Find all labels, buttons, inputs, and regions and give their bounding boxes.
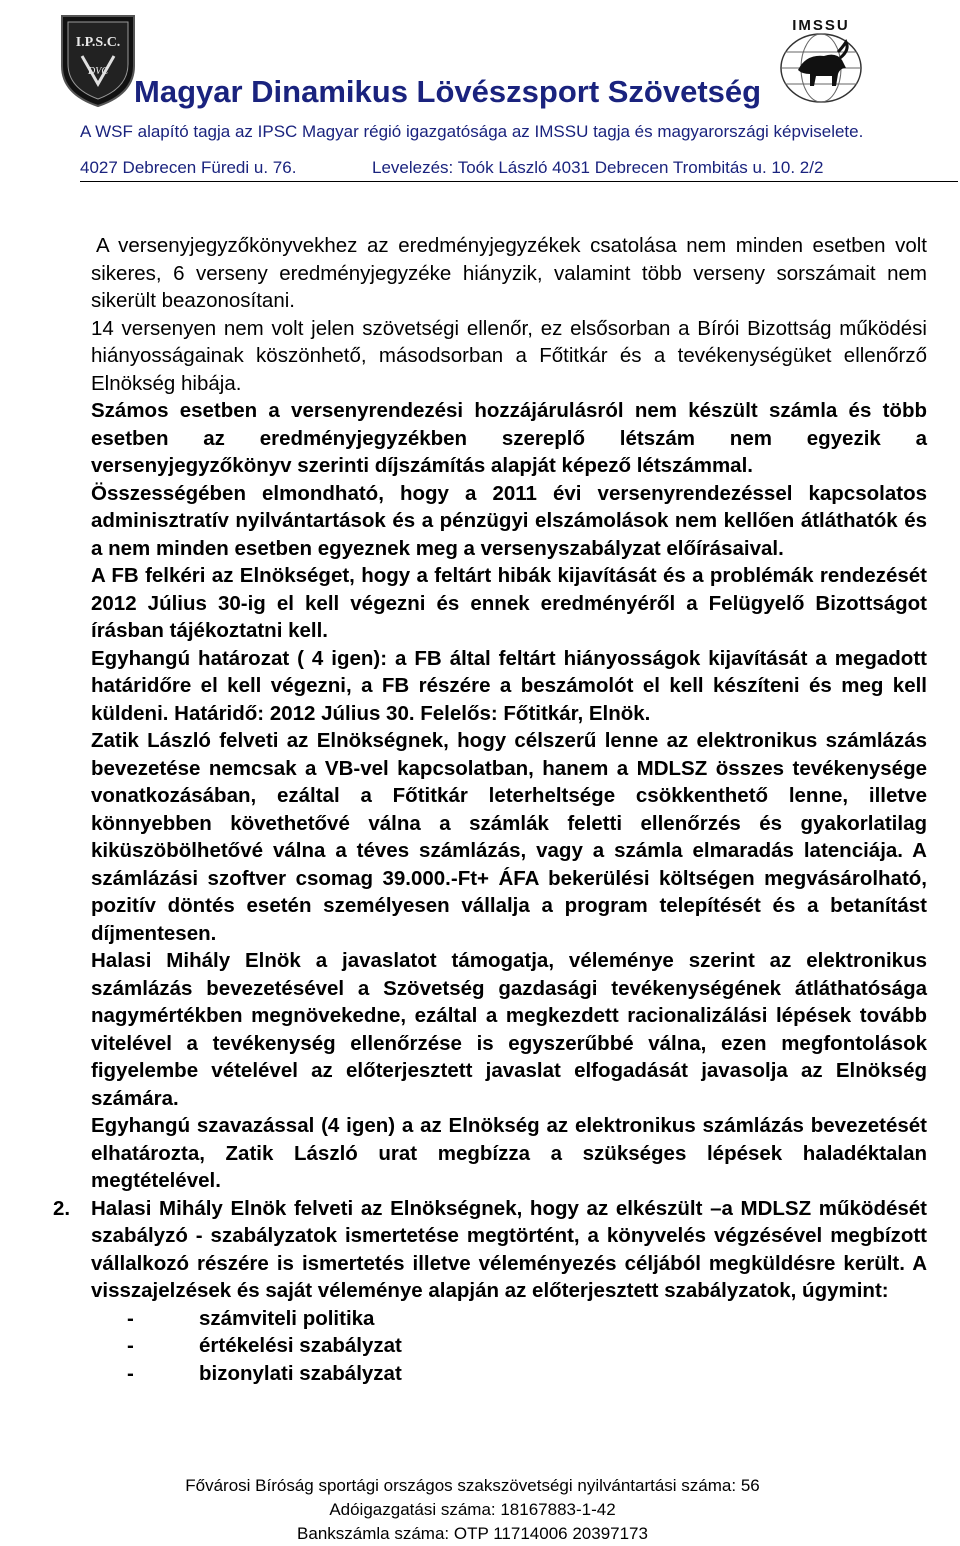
numbered-item-2 (53, 1195, 927, 1305)
list-item-label: értékelési szabályzat (199, 1334, 402, 1357)
paragraph: 14 versenyen nem volt jelen szövetségi ellenőr, ez elsősorban a Bírói Bizottság működési hiányosságainak köszönhető, másodsorban a Főtitkár és a tevékenységüket ellenőrző Elnökség hibája. (91, 316, 927, 395)
svg-text:I.P.S.C.: I.P.S.C. (75, 35, 121, 50)
paragraph: Egyhangú szavazással (4 igen) a az Elnökség az elektronikus számlázás bevezetését elhatározta, Zatik László urat megbízza a szükséges lépések haladéktalan megtételével. (91, 1114, 927, 1192)
paragraph: A versenyjegyzőkönyvekhez az eredményjegyzékek csatolása nem minden esetben volt sikeres, 6 verseny eredményjegyzéke hiányzik, valamint több verseny sorszámait nem sikerült beazonosítani. (91, 234, 927, 312)
list-dash: - (127, 1306, 134, 1330)
organization-name: Magyar Dinamikus Lövészsport Szövetség (134, 74, 762, 109)
list-dash: - (127, 1361, 134, 1385)
svg-text:IMSSU: IMSSU (792, 17, 850, 34)
paragraph: Halasi Mihály Elnök felveti az Elnökségnek, hogy az elkészült –a MDLSZ működését szabályzó - szabályzatok ismertetése megtörtént, a könyvelés végzésével megbízott vállalkozó részére is ismertetés illetve véleményezés céljából megküldésre került. A visszajelzések és saját véleménye alapján az előterjesztett szabályzatok, úgymint: (91, 1196, 927, 1302)
document-body (53, 232, 927, 1387)
organization-subtitle: A WSF alapító tagja az IPSC Magyar régió igazgatósága az IMSSU tagja és magyarországi képviselete. (80, 122, 864, 141)
correspondence-address: Levelezés: Toók László 4031 Debrecen Trombitás u. 10. 2/2 (372, 158, 824, 177)
footer-bank-account: Bankszámla száma: OTP 11714006 20397173 (297, 1524, 648, 1543)
regulation-list (91, 1305, 927, 1388)
paragraph: Összességében elmondható, hogy a 2011 évi versenyrendezéssel kapcsolatos adminisztratív nyilvántartások és a pénzügyi elszámolások nem kellően átláthatók és a nem minden esetben egyeznek meg a versenyszabályzat előírásaival. (91, 481, 927, 560)
item-number: 2. (53, 1196, 71, 1220)
header-divider (80, 181, 958, 182)
page-footer (0, 1474, 945, 1546)
ipsc-logo (58, 12, 138, 108)
paragraph: Zatik László felveti az Elnökségnek, hogy célszerű lenne az elektronikus számlázás bevezetése nemcsak a VB-vel kapcsolatban, hanem a MDLSZ összes tevékenysége vonatkozásában, ezáltal a Főtitkár leterheltsége csökkenthető lenne, illetve könnyebben követhetővé válna a számlák feletti ellenőrzés és gyakorlatilag kiküszöbölhetővé válna a téves számlázás, vagy a számla elmaradás latenciája. A számlázási szoftver csomag 39.000.-Ft+ ÁFA bekerülési költségen megvásárolható, pozitív döntés esetén személyesen vállalja a program telepítését és a betanítást díjmentesen. (91, 729, 927, 945)
list-item (127, 1332, 927, 1360)
svg-text:DVC: DVC (88, 66, 108, 77)
paragraph: A FB felkéri az Elnökséget, hogy a feltárt hibák kijavítását és a problémák rendezését 2012 Július 30-ig el kell végezni és ennek eredményéről a Felügyelő Bizottságot írásban tájékoztatni kell. (91, 564, 927, 642)
paragraph: Halasi Mihály Elnök a javaslatot támogatja, véleménye szerint az elektronikus számlázás bevezetésével a Szövetség gazdasági tevékenységének átláthatósága nagymértékben megnövekedne, ezáltal a megkezdett racionalizálási lépések tovább vitelével a tevékenység ellenőrzése is egyszerűbbé válna, ezen megfontolások figyelembe vételével az előterjesztett javaslat elfogadását javasolja az Elnökség számára. (91, 949, 927, 1110)
paragraph: Számos esetben a versenyrendezési hozzájárulásról nem készült számla és több esetben az eredményjegyzékben szereplő létszám nem egyezik a versenyjegyzőkönyv szerinti díjszámítás alapját képező létszámmal. (91, 399, 927, 477)
imssu-logo (766, 8, 876, 108)
list-item (127, 1360, 927, 1388)
paragraph: Egyhangú határozat ( 4 igen): a FB által feltárt hiányosságok kijavítását a megadott határidőre el kell végezni, a FB részére a beszámolót el kell készíteni és meg kell küldeni. Határidő: 2012 Július 30. Felelős: Főtitkár, Elnök. (91, 646, 927, 725)
list-item-label: bizonylati szabályzat (199, 1361, 402, 1385)
street-address: 4027 Debrecen Füredi u. 76. (80, 158, 297, 177)
footer-registration: Fővárosi Bíróság sportági országos szakszövetségi nyilvántartási száma: 56 (185, 1476, 760, 1495)
list-item (127, 1305, 927, 1333)
list-item-label: számviteli politika (199, 1306, 375, 1330)
list-dash: - (127, 1334, 134, 1357)
footer-tax-number: Adóigazgatási száma: 18167883-1-42 (329, 1500, 616, 1519)
